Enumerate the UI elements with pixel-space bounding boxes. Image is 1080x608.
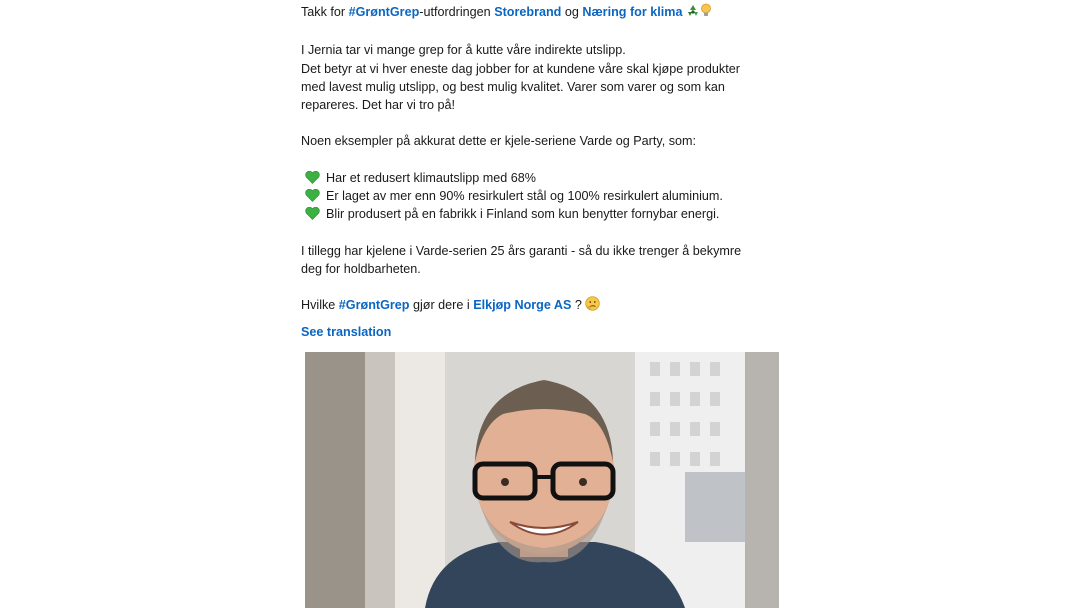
question-line [301, 296, 781, 316]
bullet-item [305, 169, 781, 187]
para1-line: repareres. Det har vi tro på! [301, 98, 455, 112]
intro-line [301, 3, 781, 23]
photo-illustration [305, 352, 779, 608]
lightbulb-icon [700, 3, 712, 23]
bullet-text: Har et redusert klimautslipp med 68% [326, 170, 536, 185]
hashtag-link[interactable]: #GrøntGrep [338, 298, 410, 313]
see-translation-link[interactable]: See translation [301, 325, 392, 339]
recycle-icon [686, 4, 700, 23]
intro-text-2: -utfordringen [419, 5, 495, 19]
para1-line: I Jernia tar vi mange grep for å kutte våre indirekte utslipp. [301, 43, 626, 58]
para2-line: Noen eksempler på akkurat dette er kjele-seriene Varde og Party, som: [301, 134, 697, 149]
bullet-item [305, 205, 781, 223]
mention-elkjop[interactable]: Elkjøp Norge AS [473, 298, 572, 313]
para1-line: Det betyr at vi hver eneste dag jobber for at kundene våre skal kjøpe produkter [301, 61, 740, 76]
bullet-text: Er laget av mer enn 90% resirkulert stål og 100% resirkulert aluminium. [326, 188, 723, 203]
green-heart-icon [305, 189, 320, 202]
bullet-text: Blir produsert på en fabrikk i Finland som kun benytter fornybar energi. [326, 207, 720, 222]
post-body [301, 0, 781, 316]
post-photo[interactable] [305, 352, 779, 608]
para1-line: med lavest mulig utslipp, og best mulig kvalitet. Varer som varer og som kan [301, 79, 725, 94]
intro-and: og [561, 5, 583, 19]
para3-line: I tillegg har kjelene i Varde-serien 25 års garanti - så du ikke trenger å bekymre [301, 243, 742, 258]
mention-naering-for-klima[interactable]: Næring for klima [582, 5, 683, 19]
green-heart-icon [305, 171, 320, 184]
para3-line: deg for holdbarheten. [301, 261, 421, 276]
intro-text: Takk for [301, 5, 349, 19]
thinking-face-icon [585, 296, 600, 316]
bullet-item [305, 187, 781, 205]
question-mark: ? [571, 298, 582, 313]
question-text: Hvilke [301, 298, 339, 313]
hashtag-link[interactable]: #GrøntGrep [348, 5, 420, 19]
question-text-2: gjør dere i [409, 298, 474, 313]
green-heart-icon [305, 207, 320, 220]
mention-storebrand[interactable]: Storebrand [494, 5, 562, 19]
